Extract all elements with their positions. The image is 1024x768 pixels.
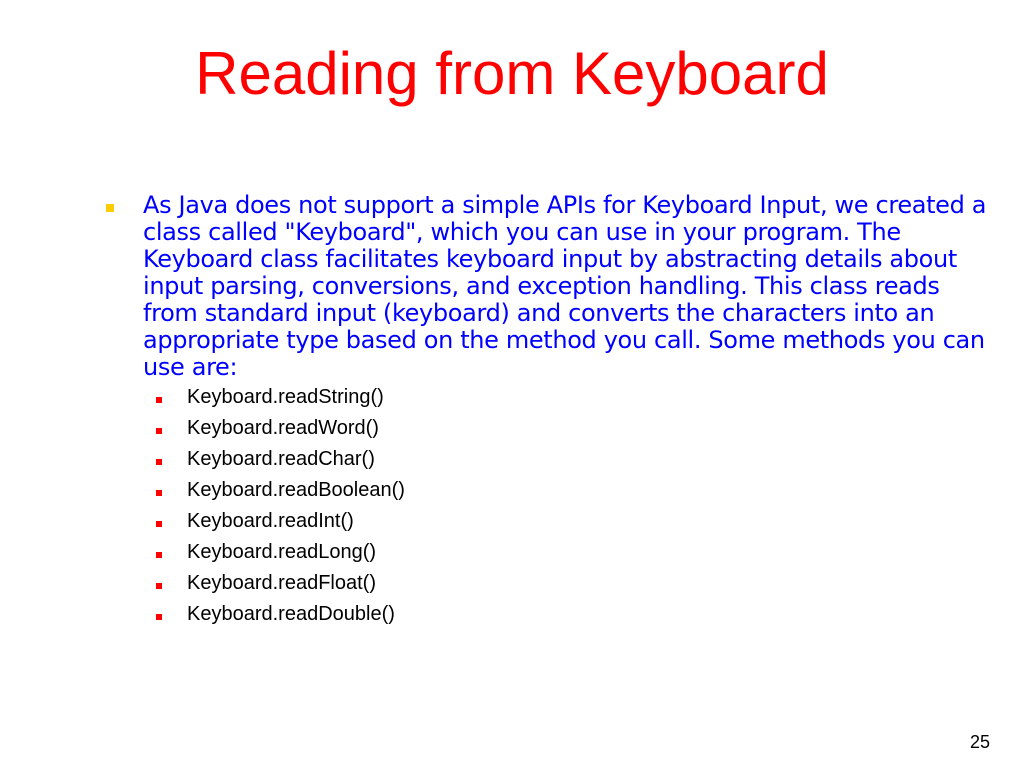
- square-bullet-icon: [156, 490, 162, 496]
- square-bullet-icon: [156, 614, 162, 620]
- square-bullet-icon: [156, 459, 162, 465]
- method-item: [143, 603, 1000, 634]
- list-item: [100, 192, 1000, 634]
- method-name: Keyboard.readWord(): [187, 417, 379, 439]
- method-item: [143, 386, 1000, 417]
- method-name: Keyboard.readDouble(): [187, 603, 395, 625]
- method-name: Keyboard.readChar(): [187, 448, 375, 470]
- square-bullet-icon: [156, 552, 162, 558]
- method-item: [143, 510, 1000, 541]
- method-item: [143, 448, 1000, 479]
- square-bullet-icon: [156, 397, 162, 403]
- methods-list: [143, 386, 1000, 634]
- bullet-list: [100, 192, 1000, 634]
- method-item: [143, 479, 1000, 510]
- slide-title: Reading from Keyboard: [195, 40, 829, 107]
- method-name: Keyboard.readString(): [187, 386, 384, 408]
- method-name: Keyboard.readInt(): [187, 510, 354, 532]
- method-name: Keyboard.readLong(): [187, 541, 377, 563]
- method-item: [143, 541, 1000, 572]
- square-bullet-icon: [156, 428, 162, 434]
- method-name: Keyboard.readFloat(): [187, 572, 376, 594]
- body-paragraph: As Java does not support a simple APIs for Keyboard Input, we created a class called "Keyboard", which you can use in your program. The Keyboard class facilitates keyboard input by abstracting details about input parsing, conversions, and exception handling. This class reads from standard input (keyboard) and converts the characters into an appropriate type based on the method you call. Some methods you can use are:: [143, 191, 987, 381]
- square-bullet-icon: [156, 583, 162, 589]
- method-item: [143, 417, 1000, 448]
- square-bullet-icon: [106, 204, 114, 212]
- square-bullet-icon: [156, 521, 162, 527]
- method-item: [143, 572, 1000, 603]
- page-number: 25: [969, 732, 990, 752]
- method-name: Keyboard.readBoolean(): [187, 479, 405, 501]
